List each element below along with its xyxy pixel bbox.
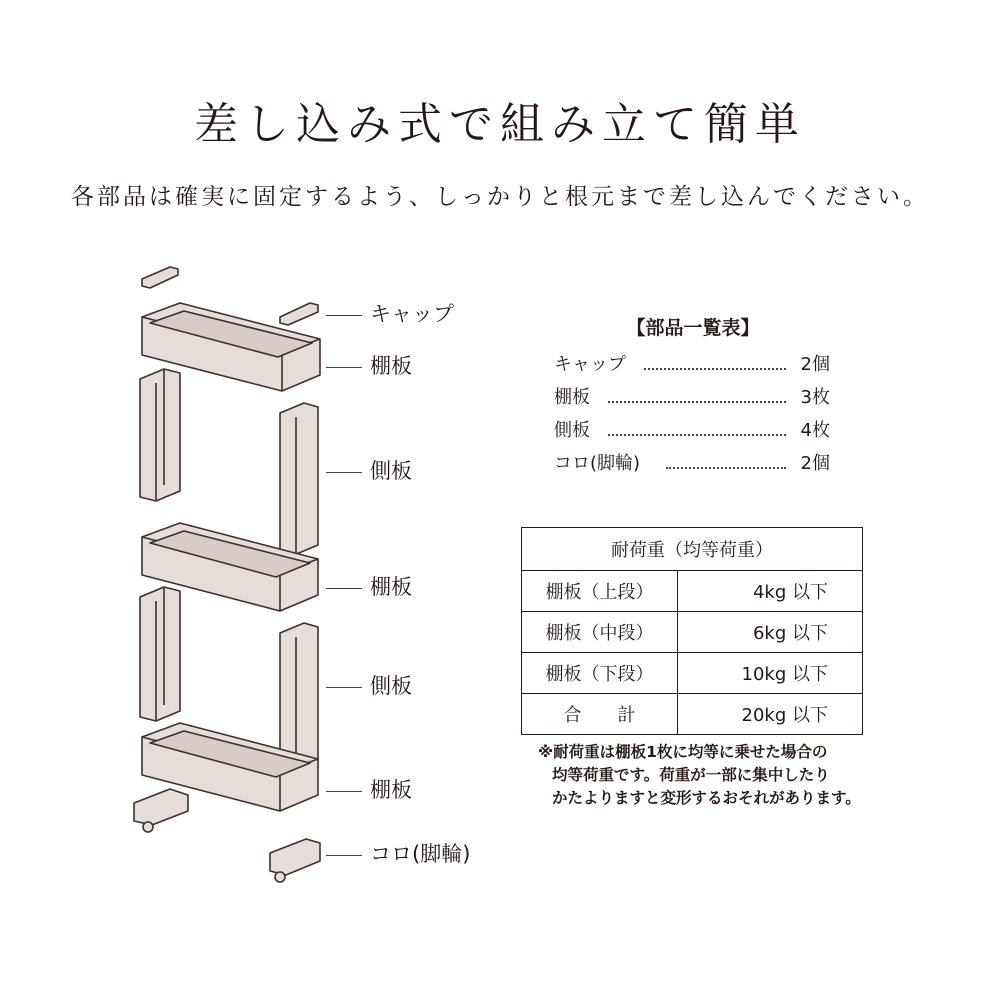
callout-caster: コロ(脚輪) [326, 838, 470, 868]
callout-shelf-bottom: 棚板 [326, 774, 412, 804]
side-panel-lower-left-illustration [140, 587, 180, 721]
page-title: 差し込み式で組み立て簡単 [194, 99, 806, 150]
parts-list-item [548, 381, 848, 414]
part-name: キャップ [554, 348, 630, 381]
parts-list-title: 【部品一覧表】 [626, 317, 760, 339]
note-line: 均等荷重です。荷重が一部に集中したり [552, 766, 830, 784]
parts-list-item [548, 414, 848, 447]
part-qty: 3枚 [800, 387, 830, 408]
cap-left-illustration [142, 267, 178, 288]
table-row [522, 694, 863, 735]
load-row-value: 4kg 以下 [678, 571, 863, 612]
load-row-label: 棚板（下段） [522, 653, 678, 694]
load-row-label: 棚板（中段） [522, 612, 678, 653]
parts-list [548, 313, 848, 480]
load-row-label: 棚板（上段） [522, 571, 678, 612]
side-panel-upper-right-illustration [280, 403, 318, 555]
part-qty: 4枚 [800, 420, 830, 441]
load-capacity-table [521, 527, 863, 735]
side-panel-upper-left-illustration [140, 369, 180, 501]
load-row-value: 6kg 以下 [678, 612, 863, 653]
assembly-diagram [120, 255, 340, 895]
note-line: かたよりますと変形するおそれがあります。 [552, 789, 861, 807]
table-row [522, 571, 863, 612]
callout-cap: キャップ [326, 298, 454, 328]
page-subtitle: 各部品は確実に固定するよう、しっかりと根元まで差し込んでください。 [71, 184, 929, 210]
part-name: コロ(脚輪) [554, 447, 644, 480]
table-row [522, 653, 863, 694]
callout-shelf-mid: 棚板 [326, 571, 412, 601]
caster-right-illustration [270, 839, 320, 882]
callout-side-bottom: 側板 [326, 670, 412, 700]
load-row-value: 20kg 以下 [678, 694, 863, 735]
cap-right-illustration [280, 303, 318, 325]
part-name: 棚板 [554, 381, 594, 414]
callout-shelf-top: 棚板 [326, 350, 412, 380]
callout-side-top: 側板 [326, 455, 412, 485]
parts-list-item [548, 447, 848, 480]
caster-left-illustration [134, 789, 188, 832]
part-name: 側板 [554, 414, 594, 447]
load-row-label: 合 計 [522, 694, 678, 735]
load-row-value: 10kg 以下 [678, 653, 863, 694]
table-row [522, 612, 863, 653]
load-note [538, 741, 898, 810]
side-panel-lower-right-illustration [280, 623, 318, 771]
load-table-header: 耐荷重（均等荷重） [522, 528, 863, 571]
part-qty: 2個 [800, 453, 830, 474]
part-qty: 2個 [800, 354, 830, 375]
parts-list-item [548, 348, 848, 381]
note-line: ※耐荷重は棚板1枚に均等に乗せた場合の [538, 743, 828, 761]
